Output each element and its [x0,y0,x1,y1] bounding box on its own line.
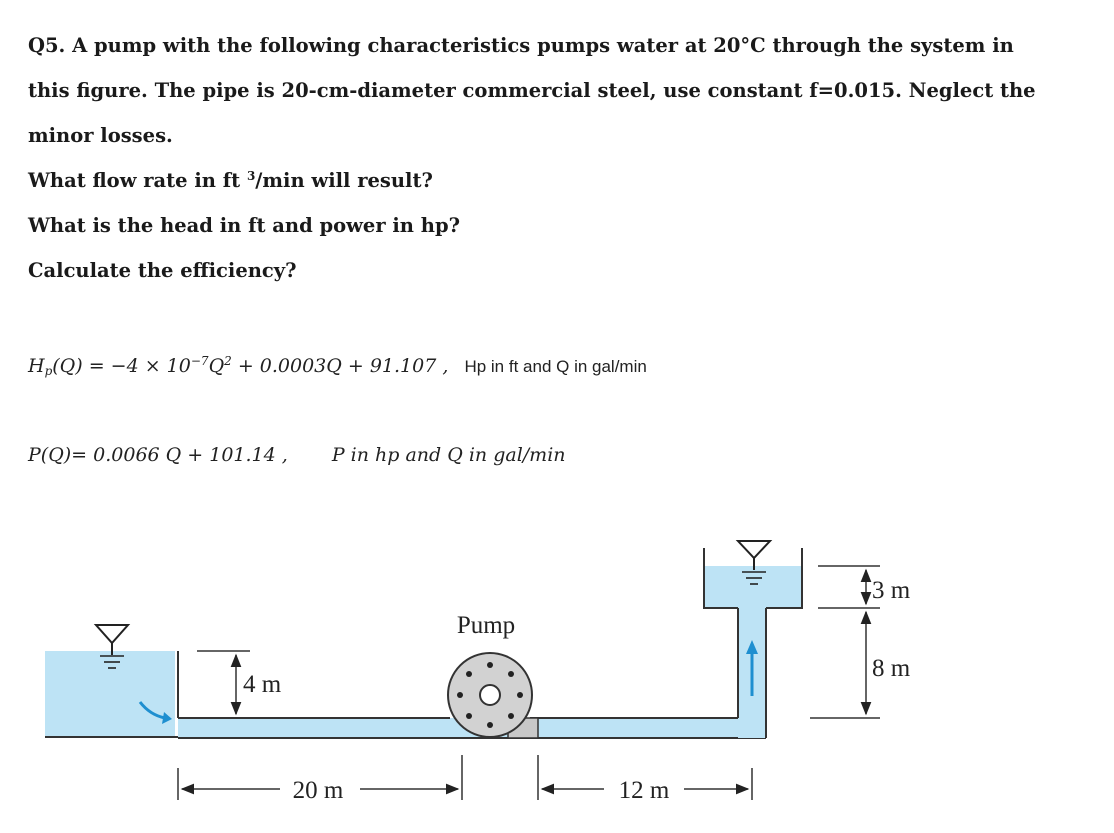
flow-rate-text-post: /min will result? [255,169,433,192]
dim-12m-label: 12 m [618,777,670,804]
power-units-note: P in hp and Q in gal/min [331,444,566,466]
pump-label: Pump [456,612,516,639]
flow-rate-text-pre: What flow rate in ft [28,169,247,192]
left-reservoir-water [45,651,175,737]
question-line-3: minor losses. [28,124,173,147]
dim-8m-label: 8 m [872,655,911,682]
question-efficiency: Calculate the efficiency? [28,259,297,282]
head-exponent: −7 [190,354,209,368]
head-units-note: Hp in ft and Q in gal/min [464,357,647,376]
flow-rate-exponent: 3 [246,169,256,183]
power-formula: P(Q)= 0.0066 Q + 101.14 , [28,444,288,466]
dim-20m-label: 20 m [292,777,344,804]
dim-4m-label: 4 m [243,671,282,698]
question-line-1: Q5. A pump with the following characteristics pumps water at 20°C through the system in [28,34,1014,57]
head-subscript: p [44,364,53,378]
question-line-2: this figure. The pipe is 20-cm-diameter commercial steel, use constant f=0.015. Neglect the [28,79,1036,102]
dim-3m-label: 3 m [872,577,911,604]
head-rest: + 0.0003Q + 91.107 , [231,355,449,377]
head-lhs: H [28,355,45,377]
pump-icon [448,653,538,738]
head-q: Q [208,355,225,377]
question-head-power: What is the head in ft and power in hp? [28,214,461,237]
head-square: 2 [224,354,232,368]
head-middle: (Q) = −4 × 10 [52,355,191,377]
